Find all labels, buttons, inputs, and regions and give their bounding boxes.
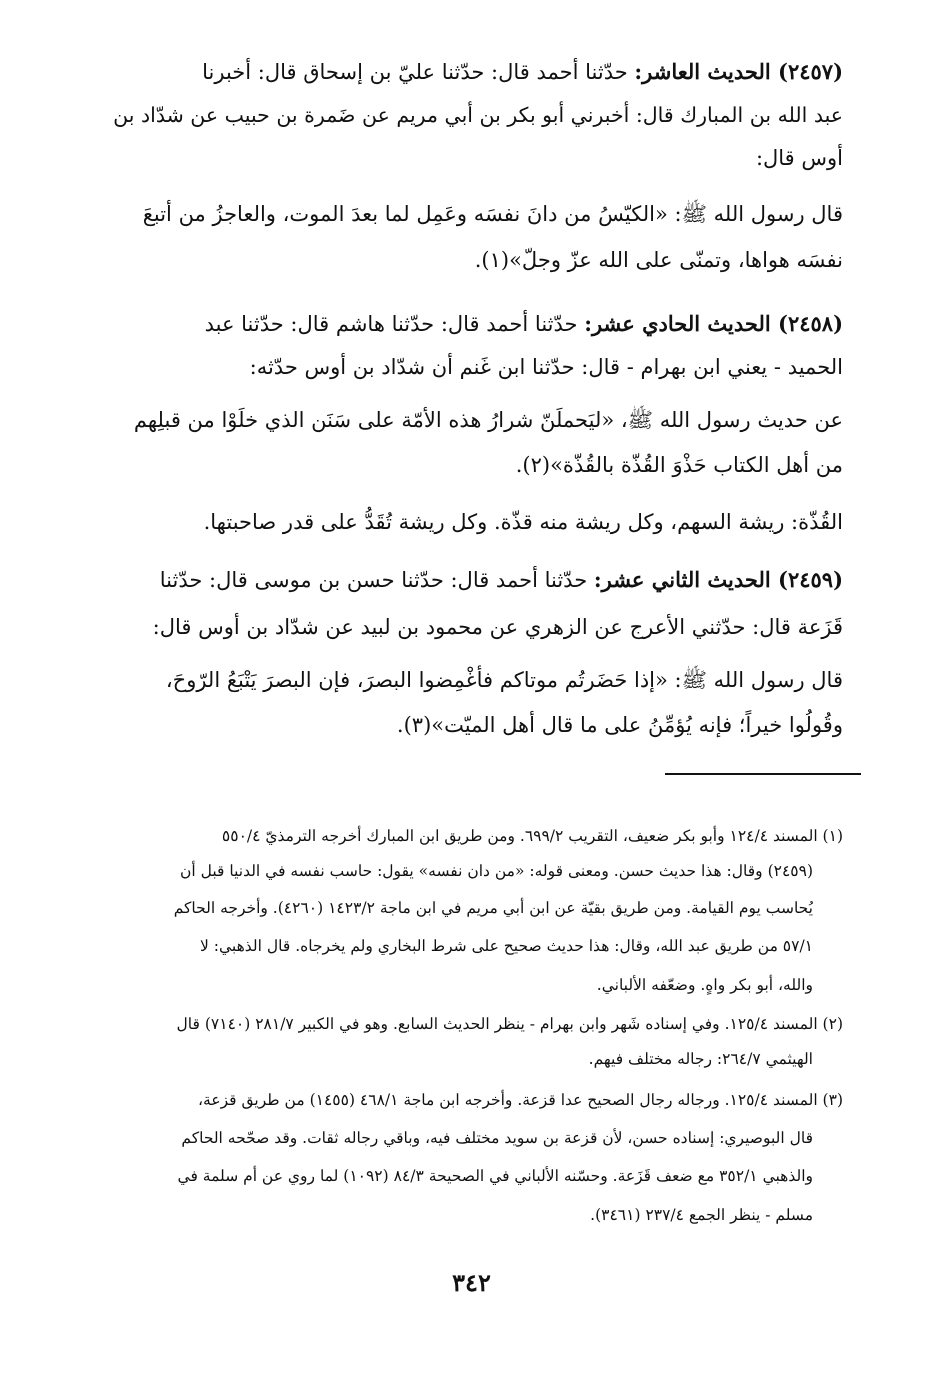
hadith-2458-text: حدّثنا أحمد قال: حدّثنا هاشم قال: حدّثنا عبد [204,312,578,336]
footnote-2-line-2: الهيثمي ٢٦٤/٧: رجاله مختلف فيهم. [588,1050,813,1068]
footnote-1-line-4: ٥٧/١ من طريق عبد الله، وقال: هذا حديث صحيح على شرط البخاري ولم يخرجاه. قال الذهبي: لا [200,937,813,955]
hadith-2459-line-3: قال رسول الله ﷺ: «إذا حَضَرتُم موتاكم فأغْمِضوا البصرَ، فإن البصرَ يَتْبَعُ الرّوحَ، [165,668,843,692]
hadith-2458-line-4: من أهل الكتاب حَذْوَ القُذّة بالقُذّة»(٢). [515,453,843,477]
hadith-2458-line-3: عن حديث رسول الله ﷺ، «ليَحملَنّ شرارُ هذه الأمّة على سَنَن الذي خلَوْا من قبلِهم [133,408,843,432]
hadith-2457-line-2: عبد الله بن المبارك قال: أخبرني أبو بكر بن أبي مريم عن ضَمرة بن حبيب عن شدّاد بن [113,103,843,127]
hadith-2457-line-1 [100,55,843,89]
hadith-2459-text: حدّثنا أحمد قال: حدّثنا حسن بن موسى قال: حدّثنا [159,568,588,592]
hadith-2458-line-1 [100,307,843,341]
hadith-2458-line-2: الحميد - يعني ابن بهرام - قال: حدّثنا ابن غَنم أن شدّاد بن أوس حدّثه: [249,355,843,379]
hadith-2458-heading: (٢٤٥٨) الحديث الحادي عشر: [584,311,843,336]
footnote-2-line-1: (٢) المسند ١٢٥/٤. وفي إسناده شَهر وابن بهرام - ينظر الحديث السابع. وهو في الكبير ٢٨١/٧ (٧١٤٠) قال [176,1015,843,1033]
hadith-2458-gloss: القُذّة: ريشة السهم، وكل ريشة منه قذّة. وكل ريشة تُقَدُّ على قدر صاحبتها. [203,510,843,534]
footnote-3-line-1: (٣) المسند ١٢٥/٤. ورجاله رجال الصحيح عدا قزعة. وأخرجه ابن ماجة ٤٦٨/١ (١٤٥٥) من طريق قزعة، [198,1091,843,1109]
hadith-2457-text: حدّثنا أحمد قال: حدّثنا عليّ بن إسحاق قال: أخبرنا [202,60,628,84]
footnote-1-line-3: يُحاسب يوم القيامة. ومن طريق بقيّة عن ابن أبي مريم في ابن ماجة ١٤٢٣/٢ (٤٢٦٠). وأخرجه الحاكم [173,899,813,917]
footnote-3-line-2: قال البوصيري: إسناده حسن، لأن قزعة بن سويد مختلف فيه، وباقي رجاله ثقات. وقد صحّحه الحاكم [181,1129,813,1147]
hadith-2457-line-4: قال رسول الله ﷺ: «الكيّسُ من دانَ نفسَه وعَمِل لما بعدَ الموت، والعاجزُ من أتبعَ [142,202,843,226]
hadith-2459-line-1 [100,563,843,597]
hadith-2457-heading: (٢٤٥٧) الحديث العاشر: [634,59,843,84]
footnote-3-line-3: والذهبي ٣٥٢/١ مع ضعف قَزَعة. وحسّنه الألباني في الصحيحة ٨٤/٣ (١٠٩٢) لما روي عن أم سلمة في [177,1167,813,1185]
hadith-2459-heading: (٢٤٥٩) الحديث الثاني عشر: [593,567,843,592]
footnote-separator [665,773,861,775]
footnote-1-line-2: (٢٤٥٩) وقال: هذا حديث حسن. ومعنى قوله: «من دان نفسه» يقول: حاسب نفسه في الدنيا قبل أن [179,862,813,880]
footnote-1-line-5: والله، أبو بكر واهٍ. وضعّفه الألباني. [596,976,813,994]
hadith-2457-line-5: نفسَه هواها، وتمنّى على الله عزّ وجلّ»(١). [474,248,843,272]
footnote-3-line-4: مسلم - ينظر الجمع ٢٣٧/٤ (٣٤٦١). [590,1206,813,1224]
hadith-2459-line-2: قَزَعة قال: حدّثني الأعرج عن الزهري عن محمود بن لبيد عن شدّاد بن أوس قال: [152,615,843,639]
hadith-2459-line-4: وقُولُوا خيراً؛ فإنه يُؤمِّنُ على ما قال أهل الميّت»(٣). [396,713,843,737]
hadith-2457-line-3: أوس قال: [755,146,843,170]
footnote-1-line-1: (١) المسند ١٢٤/٤ وأبو بكر ضعيف، التقريب ٦٩٩/٢. ومن طريق ابن المبارك أخرجه الترمذيّ ٥٥٠/٤ [221,827,843,845]
page-number: ٣٤٢ [452,1268,491,1297]
